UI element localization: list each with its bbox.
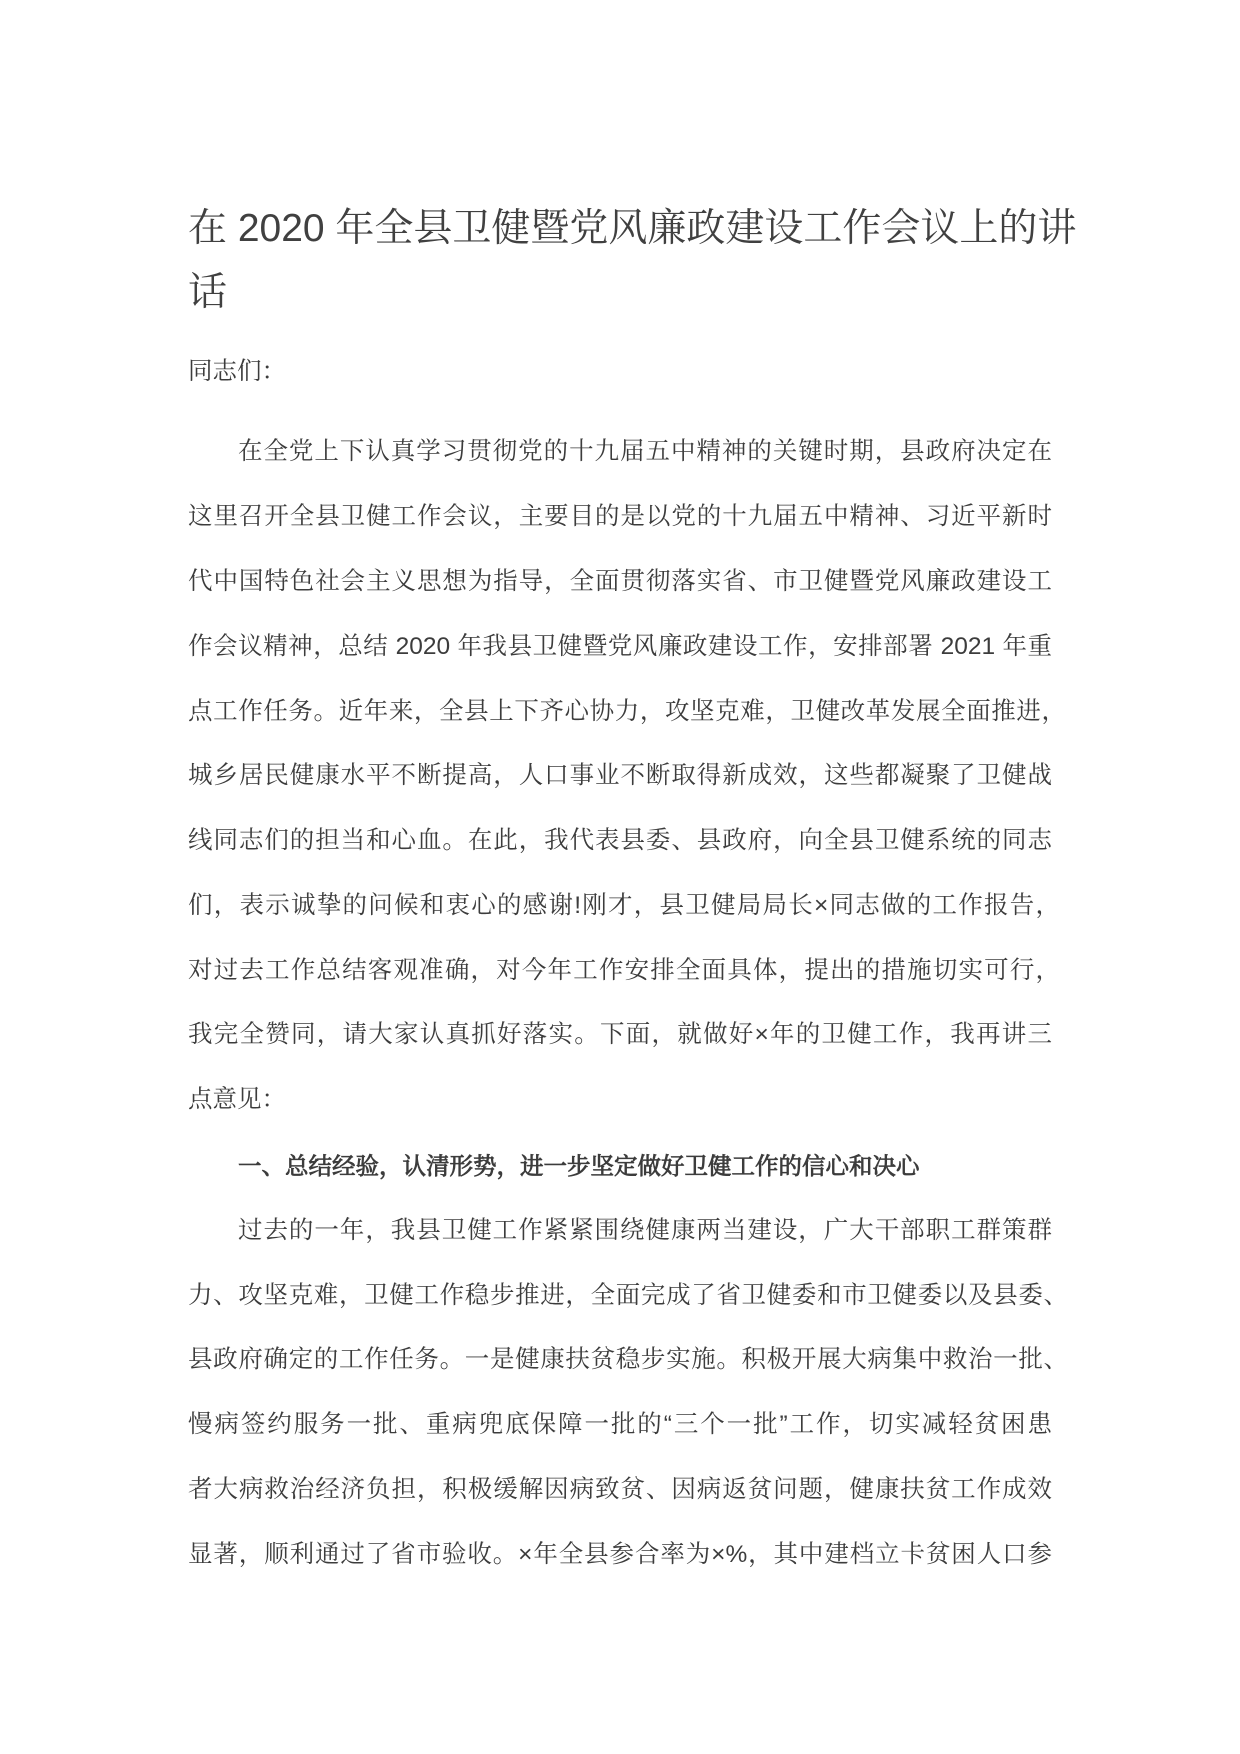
section-heading-1: 一、总结经验，认清形势，进一步坚定做好卫健工作的信心和决心	[238, 1153, 920, 1179]
paragraph-line: 城乡居民健康水平不断提高，人口事业不断取得新成效，这些都凝聚了卫健战	[188, 762, 1052, 789]
paragraph-line: 点工作任务。近年来，全县上下齐心协力，攻坚克难，卫健改革发展全面推进，	[188, 698, 1066, 725]
paragraph-line: 这里召开全县卫健工作会议，主要目的是以党的十九届五中精神、习近平新时	[188, 503, 1052, 530]
paragraph-line: 对过去工作总结客观准确，对今年工作安排全面具体，提出的措施切实可行，	[188, 957, 1060, 984]
document-title-line-1: 在 2020 年全县卫健暨党风廉政建设工作会议上的讲	[188, 207, 1077, 250]
paragraph-line: 我完全赞同，请大家认真抓好落实。下面，就做好×年的卫健工作，我再讲三	[188, 1021, 1052, 1048]
paragraph-line: 们，表示诚挚的问候和衷心的感谢!刚才，县卫健局局长×同志做的工作报告，	[188, 892, 1060, 919]
paragraph-line: 代中国特色社会主义思想为指导，全面贯彻落实省、市卫健暨党风廉政建设工	[188, 568, 1052, 595]
paragraph-line: 县政府确定的工作任务。一是健康扶贫稳步实施。积极开展大病集中救治一批、	[188, 1346, 1068, 1373]
paragraph-line: 作会议精神，总结 2020 年我县卫健暨党风廉政建设工作，安排部署 2021 年重	[188, 633, 1052, 660]
paragraph-line: 者大病救治经济负担，积极缓解因病致贫、因病返贫问题，健康扶贫工作成效	[188, 1476, 1052, 1503]
paragraph-line: 显著，顺利通过了省市验收。×年全县参合率为×%，其中建档立卡贫困人口参	[188, 1541, 1052, 1568]
paragraph-line: 过去的一年，我县卫健工作紧紧围绕健康两当建设，广大干部职工群策群	[238, 1217, 1052, 1244]
paragraph-line: 力、攻坚克难，卫健工作稳步推进，全面完成了省卫健委和市卫健委以及县委、	[188, 1282, 1068, 1309]
paragraph-line: 点意见：	[188, 1086, 286, 1113]
paragraph-line: 线同志们的担当和心血。在此，我代表县委、县政府，向全县卫健系统的同志	[188, 827, 1052, 854]
paragraph-line: 在全党上下认真学习贯彻党的十九届五中精神的关键时期，县政府决定在	[238, 438, 1052, 465]
document-title-line-2: 话	[188, 271, 228, 314]
salutation: 同志们：	[188, 358, 286, 385]
paragraph-line: 慢病签约服务一批、重病兜底保障一批的“三个一批”工作，切实减轻贫困患	[188, 1411, 1052, 1438]
